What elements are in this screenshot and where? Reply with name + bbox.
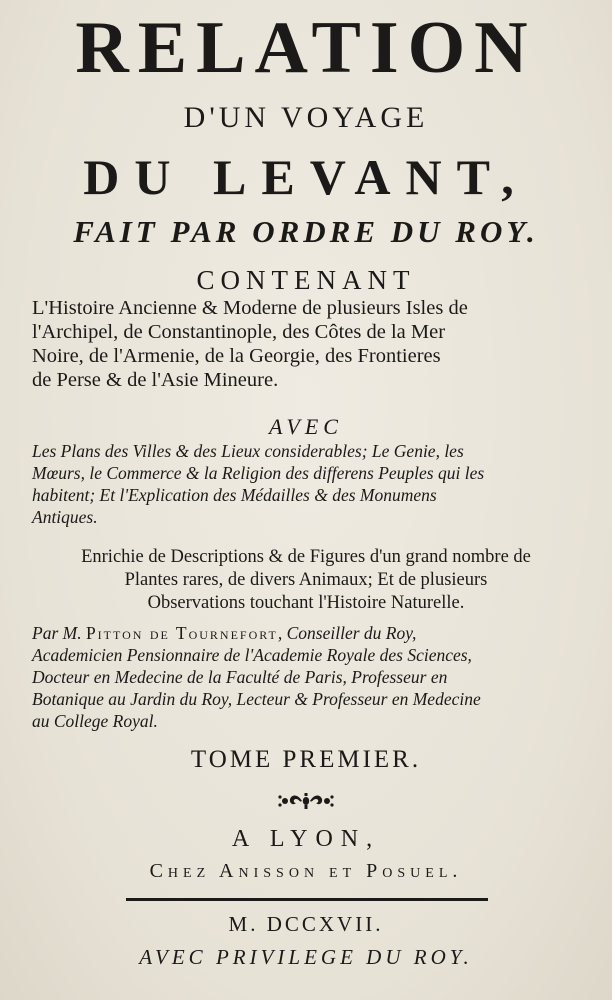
imprint-year: M. DCCXVII. xyxy=(228,912,384,936)
imprint-city: A LYON, xyxy=(231,826,381,852)
enrichie-description xyxy=(32,546,580,615)
avec-description xyxy=(32,440,580,528)
author-line: au College Royal. xyxy=(32,711,158,731)
enrichie-line: Plantes rares, de divers Animaux; Et de plusieurs xyxy=(124,570,488,590)
author-line: Docteur en Medecine de la Faculté de Paris, Professeur en xyxy=(32,667,448,687)
author-credit xyxy=(32,622,580,732)
author-title: , Conseiller du Roy, xyxy=(277,623,417,643)
author-line xyxy=(32,622,580,644)
contents-description xyxy=(32,296,580,392)
avec-line: Antiques. xyxy=(32,507,98,527)
title-relation: RELATION xyxy=(75,7,537,89)
divider-rule xyxy=(126,898,488,901)
imprint-privilege: AVEC PRIVILEGE DU ROY. xyxy=(139,945,473,969)
author-prefix: Par M. xyxy=(32,623,82,643)
title-du-levant: DU LEVANT, xyxy=(83,149,529,205)
description-line: L'Histoire Ancienne & Moderne de plusieurs Isles de xyxy=(32,297,468,319)
author-name: Pitton de Tournefort xyxy=(85,623,278,643)
fleuron-ornament-icon xyxy=(276,792,336,810)
contenant-heading: CONTENANT xyxy=(196,265,416,295)
avec-line: Mœurs, le Commerce & la Religion des differens Peuples qui les xyxy=(32,463,485,483)
avec-line: habitent; Et l'Explication des Médailles & des Monumens xyxy=(32,485,437,505)
title-fait-par-ordre: FAIT PAR ORDRE DU ROY. xyxy=(73,214,539,249)
author-line: Academicien Pensionnaire de l'Academie Royale des Sciences, xyxy=(32,645,472,665)
title-dun-voyage: D'UN VOYAGE xyxy=(183,101,429,134)
description-line: l'Archipel, de Constantinople, des Côtes de la Mer xyxy=(32,321,446,343)
description-line: de Perse & de l'Asie Mineure. xyxy=(32,369,279,391)
enrichie-line: Observations touchant l'Histoire Naturelle. xyxy=(147,593,465,613)
tome-premier: TOME PREMIER. xyxy=(190,746,422,773)
avec-line: Les Plans des Villes & des Lieux considerables; Le Genie, les xyxy=(32,441,464,461)
author-line: Botanique au Jardin du Roy, Lecteur & Professeur en Medecine xyxy=(32,689,481,709)
avec-heading: AVEC xyxy=(269,414,343,439)
imprint-publisher: Chez Anisson et Posuel. xyxy=(149,860,463,882)
description-line: Noire, de l'Armenie, de la Georgie, des Frontieres xyxy=(32,345,441,367)
enrichie-line: Enrichie de Descriptions & de Figures d'un grand nombre de xyxy=(81,547,531,567)
